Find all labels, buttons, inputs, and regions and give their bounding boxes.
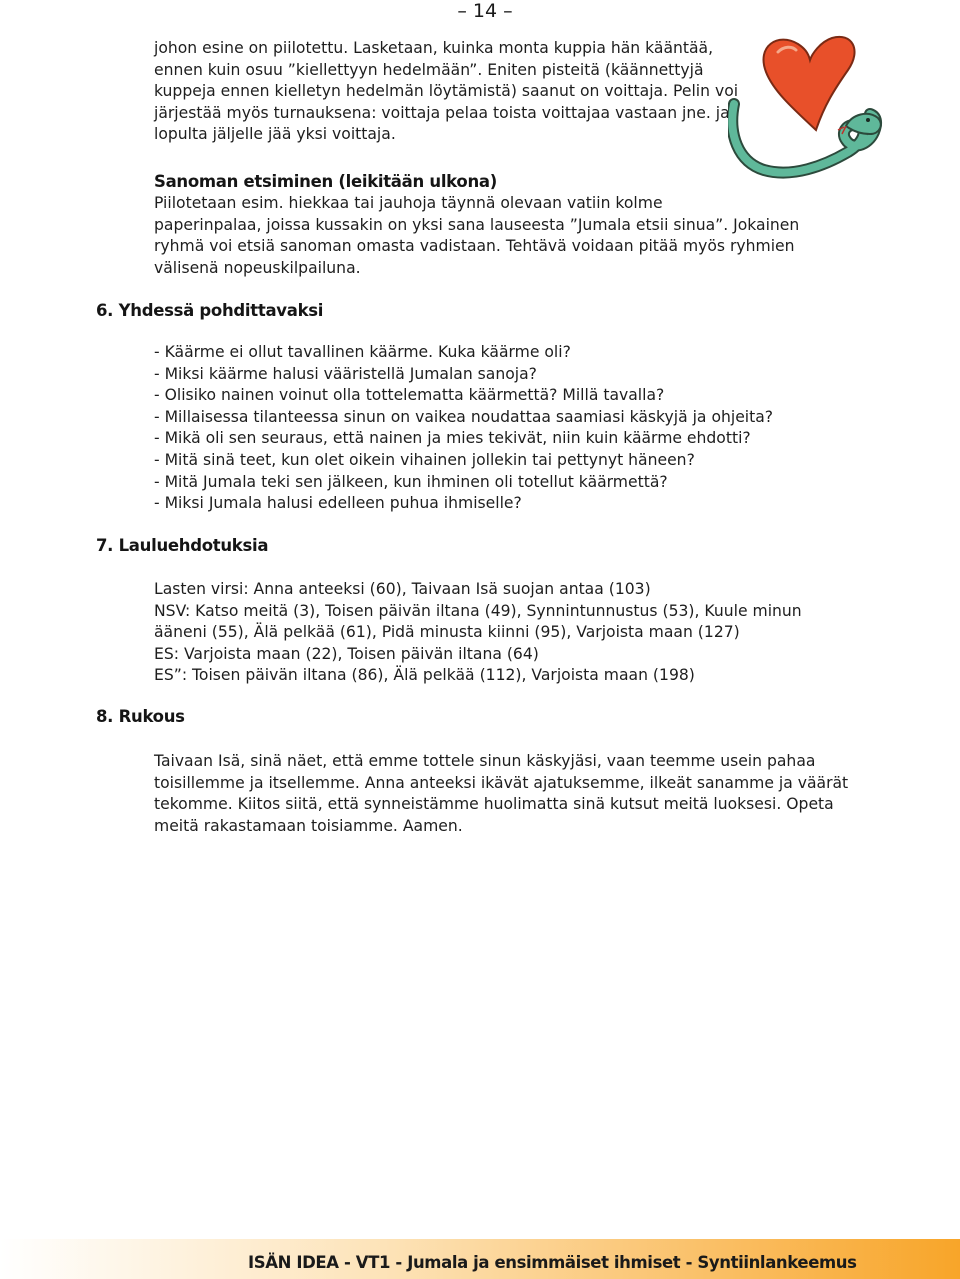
sanoman-paragraph xyxy=(154,193,799,279)
question-item: - Mitä sinä teet, kun olet oikein vihainen jollekin tai pettynyt häneen? xyxy=(154,450,695,469)
footer-title: ISÄN IDEA - VT1 - Jumala ja ensimmäiset ihmiset - Syntiinlankeemus xyxy=(248,1253,857,1272)
intro-line: lopulta jäljelle jää yksi voittaja. xyxy=(154,125,396,144)
question-item: - Miksi käärme halusi vääristellä Jumalan sanoja? xyxy=(154,364,537,383)
question-item: - Käärme ei ollut tavallinen käärme. Kuka käärme oli? xyxy=(154,343,571,361)
intro-line: järjestää myös turnauksena: voittaja pelaa toista voittajaa vastaan jne. ja xyxy=(154,103,730,122)
prayer-line: meitä rakastamaan toisiamme. Aamen. xyxy=(154,816,463,835)
song-line: ääneni (55), Älä pelkää (61), Pidä minusta kiinni (95), Varjoista maan (127) xyxy=(154,623,740,642)
sanoman-line: paperinpalaa, joissa kussakin on yksi sana lauseesta ”Jumala etsii sinua”. Jokainen xyxy=(154,215,800,234)
song-line: ES: Varjoista maan (22), Toisen päivän iltana (64) xyxy=(154,644,539,663)
question-item: - Mitä Jumala teki sen jälkeen, kun ihminen oli totellut käärmettä? xyxy=(154,472,668,491)
heart-and-snake-icon xyxy=(728,34,924,186)
section7-heading: 7. Lauluehdotuksia xyxy=(96,536,269,555)
heart-snake-svg xyxy=(728,34,924,186)
sanoman-line: Piilotetaan esim. hiekkaa tai jauhoja täynnä olevaan vatiin kolme xyxy=(154,194,663,212)
question-item: - Mikä oli sen seuraus, että nainen ja mies tekivät, niin kuin käärme ehdotti? xyxy=(154,429,751,448)
prayer-line: Taivaan Isä, sinä näet, että emme tottele sinun käskyjäsi, vaan teemme usein pahaa xyxy=(154,752,816,770)
intro-line: kuppeja ennen kielletyn hedelmän löytämistä) saanut on voittaja. Pelin voi xyxy=(154,82,739,101)
song-line: ES”: Toisen päivän iltana (86), Älä pelkää (112), Varjoista maan (198) xyxy=(154,666,695,685)
prayer-paragraph xyxy=(154,751,848,837)
intro-line: ennen kuin osuu ”kiellettyyn hedelmään”. Eniten pisteitä (käännettyjä xyxy=(154,60,704,79)
sanoman-line: välisenä nopeuskilpailuna. xyxy=(154,258,361,277)
question-item: - Miksi Jumala halusi edelleen puhua ihmiselle? xyxy=(154,494,522,513)
discussion-questions xyxy=(154,342,773,515)
intro-paragraph xyxy=(154,38,738,146)
prayer-line: tekomme. Kiitos siitä, että synneistämme huolimatta sinä kutsut meitä luoksesi. Opeta xyxy=(154,795,834,814)
sanoman-line: ryhmä voi etsiä sanoman omasta vadistaan. Tehtävä voidaan pitää myös ryhmien xyxy=(154,237,795,256)
sanoman-heading: Sanoman etsiminen (leikitään ulkona) xyxy=(154,172,497,191)
section8-heading: 8. Rukous xyxy=(96,707,185,726)
song-line: Lasten virsi: Anna anteeksi (60), Taivaan Isä suojan antaa (103) xyxy=(154,580,651,598)
intro-line: johon esine on piilotettu. Lasketaan, kuinka monta kuppia hän kääntää, xyxy=(154,39,714,57)
page-number: – 14 – xyxy=(457,0,513,22)
song-line: NSV: Katso meitä (3), Toisen päivän iltana (49), Synnintunnustus (53), Kuule minun xyxy=(154,601,802,620)
question-item: - Millaisessa tilanteessa sinun on vaikea noudattaa saamiasi käskyjä ja ohjeita? xyxy=(154,407,774,426)
question-item: - Olisiko nainen voinut olla tottelematta käärmettä? Millä tavalla? xyxy=(154,386,665,405)
prayer-line: toisillemme ja itsellemme. Anna anteeksi ikävät ajatuksemme, ilkeät sanamme ja väärät xyxy=(154,773,849,792)
song-suggestions xyxy=(154,579,802,687)
section6-heading: 6. Yhdessä pohdittavaksi xyxy=(96,301,324,320)
